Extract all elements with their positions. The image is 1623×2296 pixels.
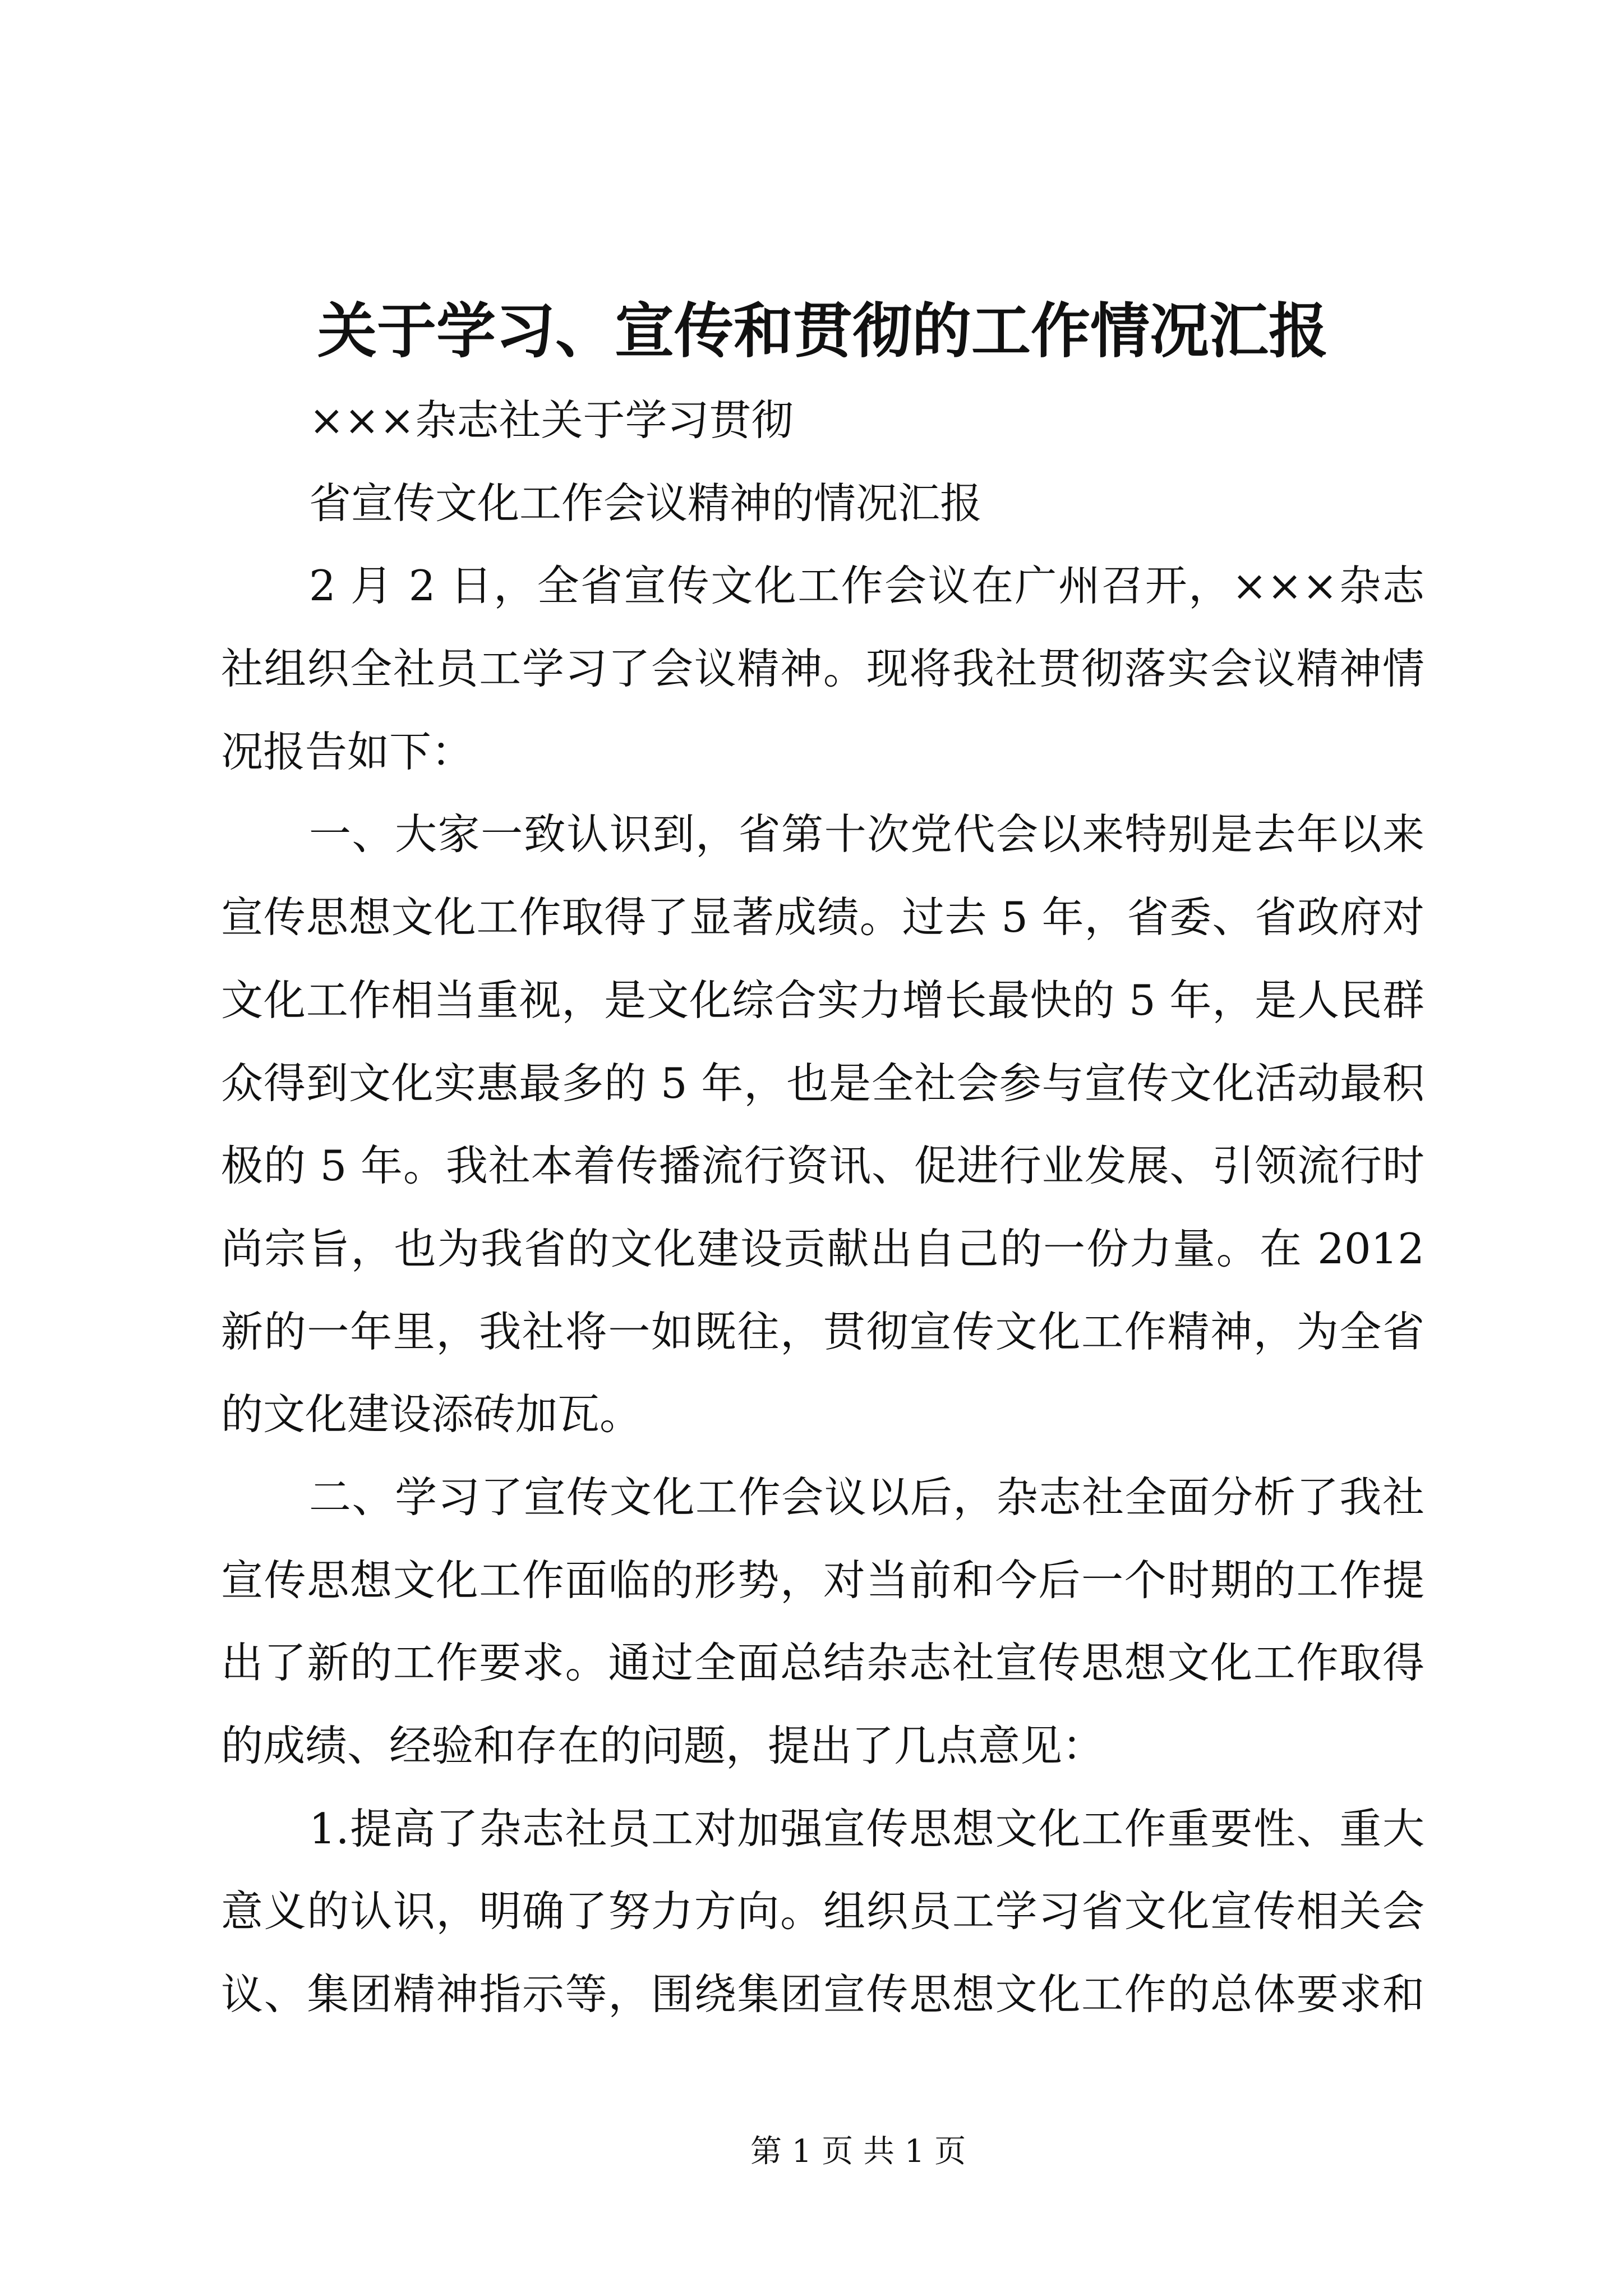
paragraph-line: 的成绩、经验和存在的问题，提出了几点意见： <box>221 1721 1105 1770</box>
document-title: 关于学习、宣传和贯彻的工作情况汇报 <box>317 296 1328 366</box>
paragraph-line: 出了新的工作要求。通过全面总结杂志社宣传思想文化工作取得 <box>221 1638 1424 1688</box>
paragraph-1 <box>221 545 1424 793</box>
paragraph-line: 尚宗旨，也为我省的文化建设贡献出自己的一份力量。在 2012 <box>221 1223 1424 1273</box>
paragraph-4 <box>221 1788 1424 2036</box>
paragraph-line: 众得到文化实惠最多的 5 年，也是全社会参与宣传文化活动最积 <box>221 1058 1424 1108</box>
paragraph-line: 1.提高了杂志社员工对加强宣传思想文化工作重要性、重大 <box>309 1803 1424 1853</box>
paragraph-line: 宣传思想文化工作取得了显著成绩。过去 5 年，省委、省政府对 <box>221 892 1424 942</box>
paragraph-line: 社组织全社员工学习了会议精神。现将我社贯彻落实会议精神情 <box>221 644 1424 694</box>
paragraph-line: 2 月 2 日，全省宣传文化工作会议在广州召开，×××杂志 <box>309 561 1424 611</box>
paragraph-line: 二、学习了宣传文化工作会议以后，杂志社全面分析了我社 <box>309 1472 1424 1522</box>
paragraph-3 <box>221 1456 1424 1788</box>
subtitle-line: ×××杂志社关于学习贯彻 <box>309 395 794 445</box>
document-body <box>221 379 1424 2036</box>
paragraph-line: 意义的认识，明确了努力方向。组织员工学习省文化宣传相关会 <box>221 1887 1424 1936</box>
paragraph-line: 况报告如下： <box>221 726 474 776</box>
subtitle-line: 省宣传文化工作会议精神的情况汇报 <box>309 478 983 528</box>
paragraph-line: 一、大家一致认识到，省第十次党代会以来特别是去年以来 <box>309 809 1424 859</box>
paragraph-line: 议、集团精神指示等，围绕集团宣传思想文化工作的总体要求和 <box>221 1970 1424 2019</box>
paragraph-line: 新的一年里，我社将一如既往，贯彻宣传文化工作精神，为全省 <box>221 1306 1424 1356</box>
subtitle <box>221 379 1424 545</box>
paragraph-line: 的文化建设添砖加瓦。 <box>221 1389 642 1439</box>
paragraph-line: 文化工作相当重视，是文化综合实力增长最快的 5 年，是人民群 <box>221 975 1424 1025</box>
paragraph-line: 极的 5 年。我社本着传播流行资讯、促进行业发展、引领流行时 <box>221 1141 1424 1191</box>
paragraph-2 <box>221 793 1424 1456</box>
page-footer: 第 1 页 共 1 页 <box>750 2133 966 2170</box>
paragraph-line: 宣传思想文化工作面临的形势，对当前和今后一个时期的工作提 <box>221 1555 1424 1605</box>
